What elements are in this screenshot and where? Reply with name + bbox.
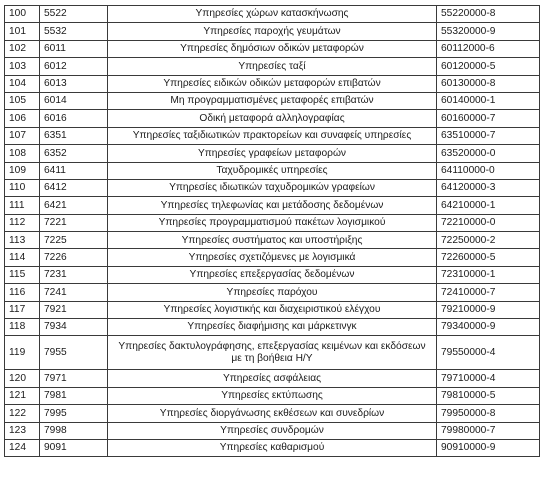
description-cell: Υπηρεσίες τηλεφωνίας και μετάδοσης δεδομένων	[108, 197, 437, 214]
description-cell: Υπηρεσίες ειδικών οδικών μεταφορών επιβατών	[108, 75, 437, 92]
row-number-cell: 103	[5, 58, 40, 75]
description-cell: Υπηρεσίες συστήματος και υποστήριξης	[108, 232, 437, 249]
table-row	[5, 40, 540, 57]
description-cell: Υπηρεσίες επεξεργασίας δεδομένων	[108, 266, 437, 283]
code-cell: 5532	[40, 23, 108, 40]
table-row	[5, 214, 540, 231]
row-number-cell: 120	[5, 370, 40, 387]
cpv-code-cell: 79340000-9	[437, 319, 540, 336]
row-number-cell: 119	[5, 336, 40, 370]
row-number-cell: 112	[5, 214, 40, 231]
cpv-code-cell: 60130000-8	[437, 75, 540, 92]
row-number-cell: 123	[5, 422, 40, 439]
description-cell: Υπηρεσίες χώρων κατασκήνωσης	[108, 6, 437, 23]
code-cell: 9091	[40, 439, 108, 456]
code-cell: 6011	[40, 40, 108, 57]
code-cell: 6412	[40, 179, 108, 196]
services-code-table	[4, 5, 540, 457]
description-cell: Υπηρεσίες συνδρομών	[108, 422, 437, 439]
table-row	[5, 249, 540, 266]
table-row	[5, 370, 540, 387]
table-row	[5, 92, 540, 109]
code-cell: 6012	[40, 58, 108, 75]
description-cell: Υπηρεσίες διοργάνωσης εκθέσεων και συνεδρίων	[108, 405, 437, 422]
row-number-cell: 118	[5, 319, 40, 336]
table-row	[5, 6, 540, 23]
description-cell: Υπηρεσίες εκτύπωσης	[108, 387, 437, 404]
cpv-code-cell: 79980000-7	[437, 422, 540, 439]
description-cell: Υπηρεσίες ταξιδιωτικών πρακτορείων και συναφείς υπηρεσίες	[108, 127, 437, 144]
description-cell: Υπηρεσίες προγραμματισμού πακέτων λογισμικού	[108, 214, 437, 231]
cpv-code-cell: 79210000-9	[437, 301, 540, 318]
row-number-cell: 106	[5, 110, 40, 127]
code-cell: 7921	[40, 301, 108, 318]
code-cell: 6013	[40, 75, 108, 92]
row-number-cell: 110	[5, 179, 40, 196]
cpv-code-cell: 72250000-2	[437, 232, 540, 249]
table-row	[5, 266, 540, 283]
table-row	[5, 58, 540, 75]
description-cell: Υπηρεσίες σχετιζόμενες με λογισμικά	[108, 249, 437, 266]
cpv-code-cell: 64120000-3	[437, 179, 540, 196]
row-number-cell: 115	[5, 266, 40, 283]
row-number-cell: 108	[5, 145, 40, 162]
description-cell: Υπηρεσίες γραφείων μεταφορών	[108, 145, 437, 162]
code-cell: 7221	[40, 214, 108, 231]
cpv-code-cell: 72410000-7	[437, 284, 540, 301]
table-row	[5, 145, 540, 162]
code-cell: 6014	[40, 92, 108, 109]
description-cell: Υπηρεσίες δακτυλογράφησης, επεξεργασίας κειμένων και εκδόσεων με τη βοήθεια Η/Υ	[108, 336, 437, 370]
table-body	[5, 6, 540, 457]
row-number-cell: 114	[5, 249, 40, 266]
code-cell: 7225	[40, 232, 108, 249]
code-cell: 5522	[40, 6, 108, 23]
description-cell: Υπηρεσίες ασφάλειας	[108, 370, 437, 387]
table-row	[5, 110, 540, 127]
description-cell: Μη προγραμματισμένες μεταφορές επιβατών	[108, 92, 437, 109]
cpv-code-cell: 64210000-1	[437, 197, 540, 214]
code-cell: 7998	[40, 422, 108, 439]
code-cell: 6352	[40, 145, 108, 162]
description-cell: Υπηρεσίες δημόσιων οδικών μεταφορών	[108, 40, 437, 57]
cpv-code-cell: 79710000-4	[437, 370, 540, 387]
cpv-code-cell: 60160000-7	[437, 110, 540, 127]
description-cell: Υπηρεσίες καθαρισμού	[108, 439, 437, 456]
cpv-code-cell: 60140000-1	[437, 92, 540, 109]
description-cell: Οδική μεταφορά αλληλογραφίας	[108, 110, 437, 127]
code-cell: 7241	[40, 284, 108, 301]
cpv-code-cell: 63510000-7	[437, 127, 540, 144]
code-cell: 7971	[40, 370, 108, 387]
code-cell: 7231	[40, 266, 108, 283]
description-cell: Υπηρεσίες παρόχου	[108, 284, 437, 301]
row-number-cell: 107	[5, 127, 40, 144]
row-number-cell: 105	[5, 92, 40, 109]
description-cell: Υπηρεσίες παροχής γευμάτων	[108, 23, 437, 40]
table-row	[5, 179, 540, 196]
table-row	[5, 23, 540, 40]
row-number-cell: 113	[5, 232, 40, 249]
description-cell: Υπηρεσίες λογιστικής και διαχειριστικού ελέγχου	[108, 301, 437, 318]
cpv-code-cell: 60112000-6	[437, 40, 540, 57]
table-row	[5, 232, 540, 249]
description-cell: Υπηρεσίες διαφήμισης και μάρκετινγκ	[108, 319, 437, 336]
row-number-cell: 117	[5, 301, 40, 318]
row-number-cell: 102	[5, 40, 40, 57]
code-cell: 6421	[40, 197, 108, 214]
table-row	[5, 336, 540, 370]
code-cell: 7981	[40, 387, 108, 404]
row-number-cell: 109	[5, 162, 40, 179]
code-cell: 7995	[40, 405, 108, 422]
cpv-code-cell: 90910000-9	[437, 439, 540, 456]
cpv-code-cell: 63520000-0	[437, 145, 540, 162]
table-row	[5, 162, 540, 179]
table-row	[5, 301, 540, 318]
table-row	[5, 405, 540, 422]
table-row	[5, 439, 540, 456]
row-number-cell: 124	[5, 439, 40, 456]
cpv-code-cell: 64110000-0	[437, 162, 540, 179]
cpv-code-cell: 72260000-5	[437, 249, 540, 266]
cpv-code-cell: 60120000-5	[437, 58, 540, 75]
cpv-code-cell: 79810000-5	[437, 387, 540, 404]
code-cell: 6411	[40, 162, 108, 179]
code-cell: 6016	[40, 110, 108, 127]
row-number-cell: 122	[5, 405, 40, 422]
row-number-cell: 116	[5, 284, 40, 301]
row-number-cell: 101	[5, 23, 40, 40]
row-number-cell: 104	[5, 75, 40, 92]
description-cell: Ταχυδρομικές υπηρεσίες	[108, 162, 437, 179]
cpv-code-cell: 55320000-9	[437, 23, 540, 40]
table-row	[5, 284, 540, 301]
table-row	[5, 387, 540, 404]
row-number-cell: 121	[5, 387, 40, 404]
table-row	[5, 422, 540, 439]
cpv-code-cell: 79550000-4	[437, 336, 540, 370]
table-row	[5, 75, 540, 92]
row-number-cell: 100	[5, 6, 40, 23]
cpv-code-cell: 79950000-8	[437, 405, 540, 422]
code-cell: 7955	[40, 336, 108, 370]
code-cell: 7934	[40, 319, 108, 336]
description-cell: Υπηρεσίες ταξί	[108, 58, 437, 75]
row-number-cell: 111	[5, 197, 40, 214]
table-row	[5, 197, 540, 214]
table-row	[5, 319, 540, 336]
cpv-code-cell: 72310000-1	[437, 266, 540, 283]
cpv-code-cell: 55220000-8	[437, 6, 540, 23]
code-cell: 6351	[40, 127, 108, 144]
description-cell: Υπηρεσίες ιδιωτικών ταχυδρομικών γραφείων	[108, 179, 437, 196]
code-cell: 7226	[40, 249, 108, 266]
table-row	[5, 127, 540, 144]
cpv-code-cell: 72210000-0	[437, 214, 540, 231]
